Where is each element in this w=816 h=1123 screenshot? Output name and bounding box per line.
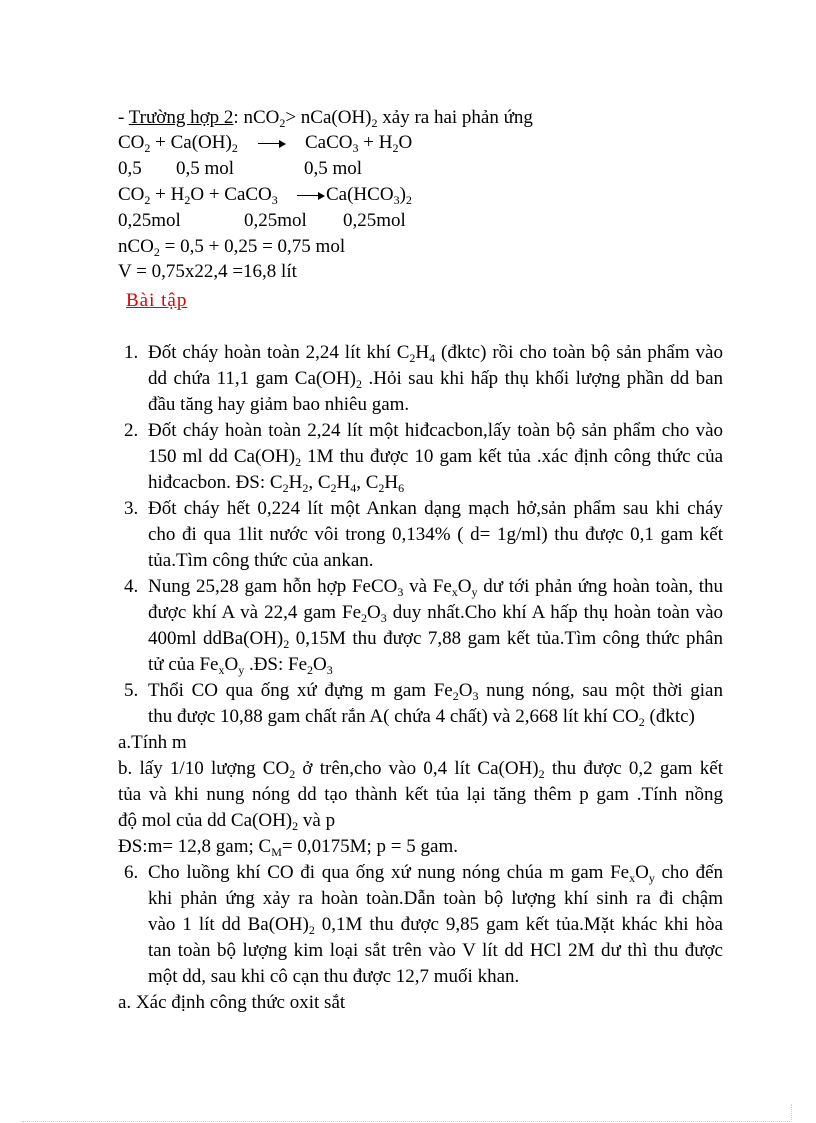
exercise-4-line-1: Nung 25,28 gam hỗn hợp FeCO$_3$ và $Fe_xO_y$ dư tới phản ứng hoàn toàn, thu xyxy=(148,576,724,599)
exercise-1-line-2: dd chứa 11,1 gam $Ca(OH)_2$ .Hỏi sau khi hấp thụ khối lượng phần dd ban xyxy=(148,368,724,391)
exercise-6-line-2: khi phản ứng xảy ra hoàn toàn.Dẫn toàn bộ lượng khí sinh ra đi chậm xyxy=(148,888,723,909)
exercise-4-line-2: được khí A và 22,4 gam $Fe_2O_3$ duy nhất.Cho khí A hấp thụ hoàn toàn vào xyxy=(148,602,724,625)
exercise-6-line-1: Cho luồng khí CO đi qua ống xứ nung nóng chúa m gam $Fe_xO_y$ cho đến xyxy=(148,862,723,885)
exercise-3-number: 3. xyxy=(124,498,139,519)
exercise-5-part-b-line-3: độ mol của dd $Ca(OH)_2$ và p xyxy=(118,810,336,833)
exercise-4-line-4: tử của $Fe_xO_y$ .ĐS: $Fe_2O_3$ xyxy=(148,654,333,677)
page-corner-mark xyxy=(791,1104,792,1122)
exercise-5-line-2: thu được 10,88 gam chất rắn A( chứa 4 chất) và 2,668 lít khí $CO_2$ (đktc) xyxy=(148,706,695,729)
reaction-2-products: $Ca(HCO_3)_2$ xyxy=(326,184,412,207)
total-moles: nCO$_2$ = 0,5 + 0,25 = 0,75 mol xyxy=(118,236,346,259)
exercise-5-part-b-line-1: b. lấy 1/10 lượng $CO_2$ ở trên,cho vào 0,4 lít $Ca(OH)_2$ thu được 0,2 gam kết xyxy=(118,758,724,781)
exercises-heading: Bài tập xyxy=(126,290,188,311)
case2-title: Trường hợp 2 xyxy=(128,107,234,128)
page-bottom-border xyxy=(22,1121,792,1122)
moles-2-b: 0,25mol xyxy=(244,210,307,231)
reaction-2: $CO_2 + H_2O$ + CaCO$_3$ xyxy=(118,184,278,207)
exercise-4-number: 4. xyxy=(124,576,139,597)
exercise-3-line-3: tủa.Tìm công thức của ankan. xyxy=(148,550,374,571)
moles-2-c: 0,25mol xyxy=(343,210,406,231)
exercise-6-line-3: vào 1 lít dd $Ba(OH)_2$ 0,1M thu được 9,85 gam kết tủa.Mặt khác khi hòa xyxy=(148,914,723,937)
reaction-arrow-icon xyxy=(258,131,286,155)
reaction-1-products: CaCO$_3$ + $H_2O$ xyxy=(305,132,413,155)
exercise-2-line-1: Đốt cháy hoàn toàn 2,24 lít một hiđcacbon,lấy toàn bộ sản phẩm cho vào xyxy=(148,420,723,441)
exercise-5-part-b-line-2: tủa và khi nung nóng dd tạo thành kết tủa lại tăng thêm p gam .Tính nồng xyxy=(118,784,723,805)
exercise-6-line-5: một dd, sau khi cô cạn thu được 12,7 muối khan. xyxy=(148,966,520,987)
exercise-6-line-4: tan toàn bộ lượng kim loại sắt trên vào V lít dd HCl 2M dư thì thu được xyxy=(148,940,723,961)
exercise-5-number: 5. xyxy=(124,680,139,701)
moles-1-a: 0,5 xyxy=(118,158,142,179)
exercise-1-line-1: Đốt cháy hoàn toàn 2,24 lít khí $C_2H_4$ (đktc) rồi cho toàn bộ sản phẩm vào xyxy=(148,342,723,365)
exercise-5-answer: ĐS:m= 12,8 gam; $C_M= 0,0175M$; p = 5 gam. xyxy=(118,836,458,859)
exercise-2-line-3: hiđcacbon. ĐS: $C_2H_2$, $C_2H_4$, $C_2H_6$ xyxy=(148,472,405,495)
volume-line: V = 0,75x22,4 =16,8 lít xyxy=(118,261,297,282)
case2-line: - Trường hợp 2: $nCO_2> nCa(OH)_2$ xảy ra hai phản ứng xyxy=(118,107,533,130)
exercise-3-line-1: Đốt cháy hết 0,224 lít một Ankan dạng mạch hở,sản phẩm sau khi cháy xyxy=(148,498,723,519)
exercise-1-line-3: đầu tăng hay giảm bao nhiêu gam. xyxy=(148,394,410,415)
moles-1-b: 0,5 mol xyxy=(176,158,235,179)
reaction-1: $CO_2 + Ca(OH)_2$ xyxy=(118,132,238,155)
exercise-2-number: 2. xyxy=(124,420,139,441)
reaction-arrow-icon xyxy=(297,183,325,207)
exercise-1-number: 1. xyxy=(124,342,139,363)
moles-1-c: 0,5 mol xyxy=(304,158,363,179)
exercise-2-line-2: 150 ml dd $Ca(OH)_2$ 1M thu được 10 gam kết tủa .xác định công thức của xyxy=(148,446,724,469)
exercise-5-part-a: a.Tính m xyxy=(118,732,187,753)
exercise-5-line-1: Thổi CO qua ống xứ đựng m gam $Fe_2O_3$ nung nóng, sau một thời gian xyxy=(148,680,723,703)
exercise-3-line-2: cho đi qua 1lit nước vôi trong 0,134% ( d= 1g/ml) thu được 0,1 gam kết xyxy=(148,524,723,545)
moles-2-a: 0,25mol xyxy=(118,210,181,231)
exercise-6-number: 6. xyxy=(124,862,139,883)
exercise-6-part-a: a. Xác định công thức oxit sắt xyxy=(118,992,346,1013)
exercise-4-line-3: 400ml $ddBa(OH)_2$ 0,15M thu được 7,88 gam kết tủa.Tìm công thức phân xyxy=(148,628,723,651)
